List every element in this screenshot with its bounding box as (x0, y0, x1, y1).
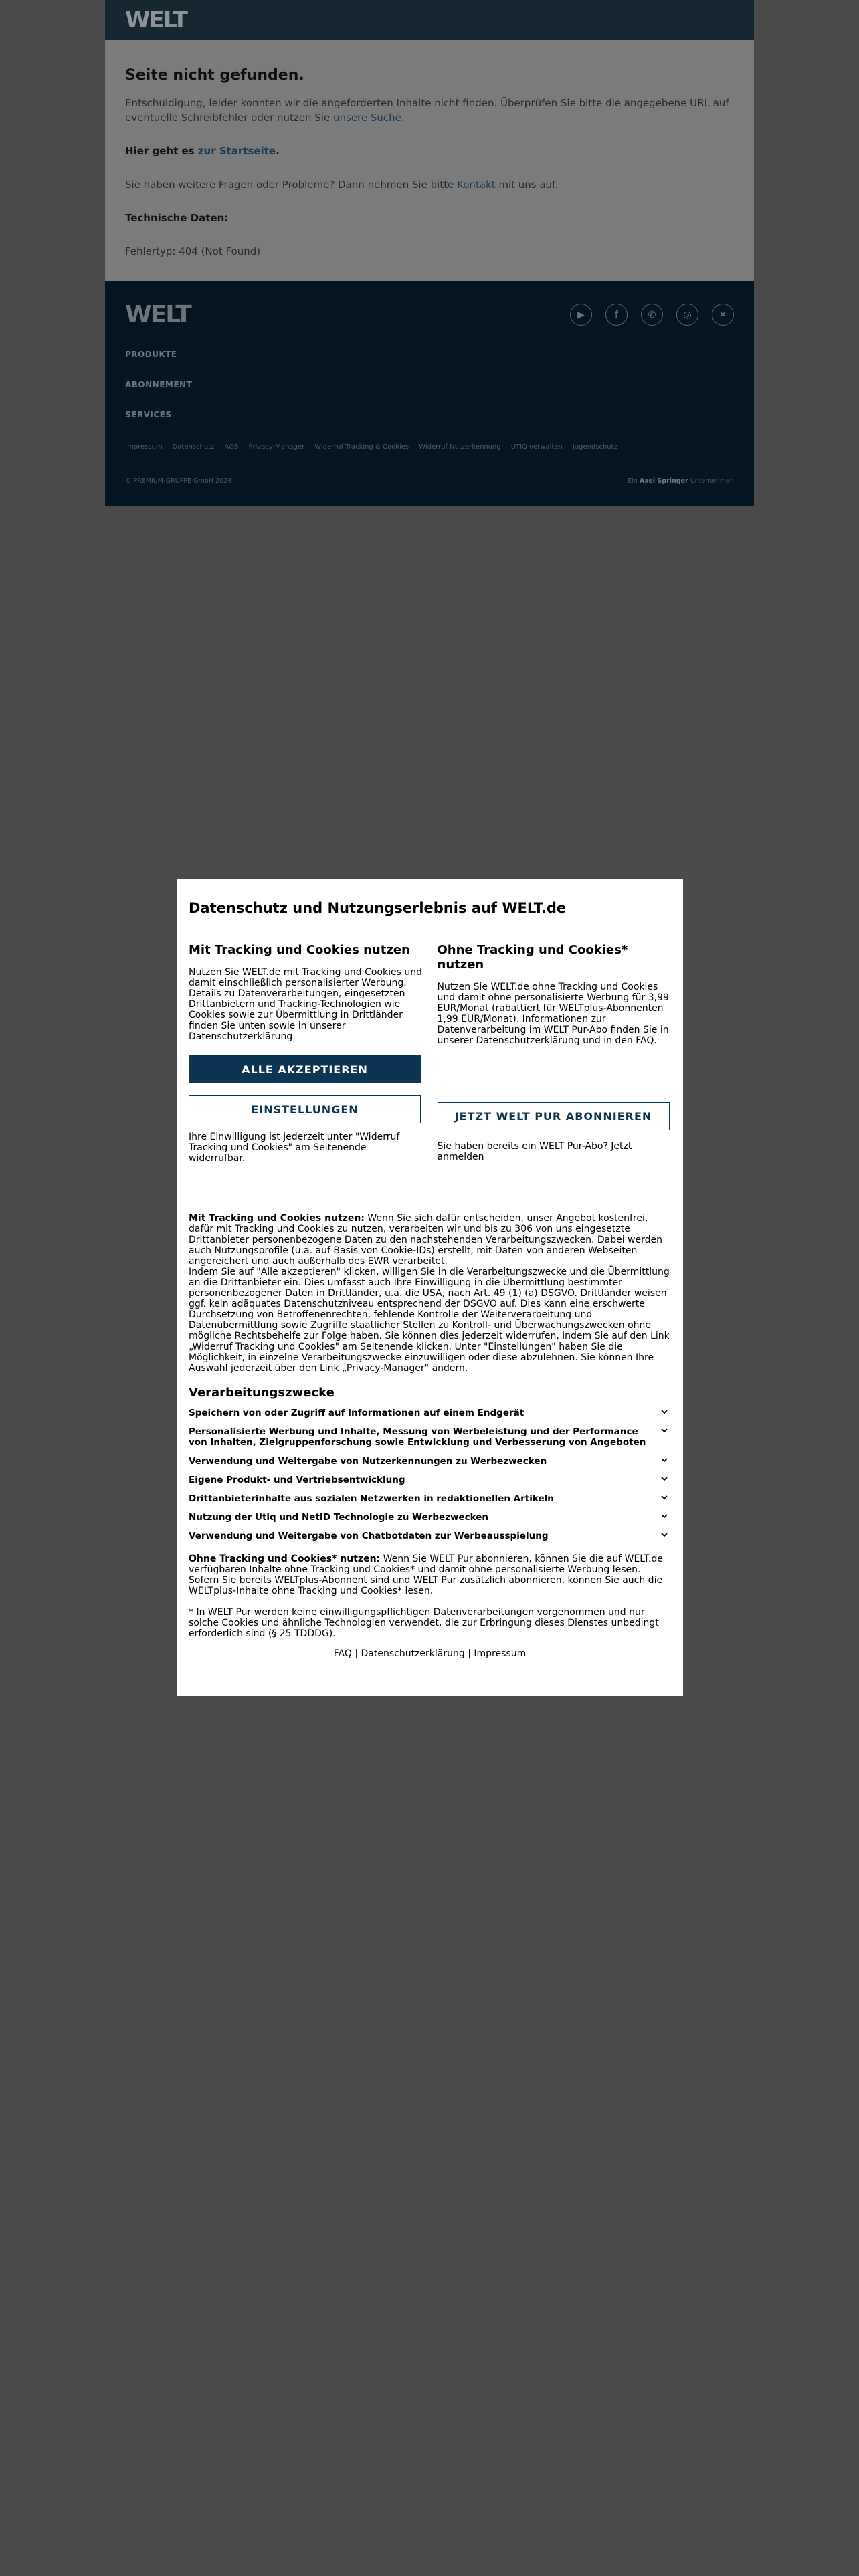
without-tracking-column (438, 943, 672, 1164)
company-line (628, 477, 734, 485)
login-link[interactable]: Jetzt anmelden (437, 1141, 632, 1162)
with-tracking-heading: Mit Tracking und Cookies nutzen (189, 943, 410, 957)
footer-link[interactable]: Widerruf Nutzerkennung (419, 443, 501, 451)
login-note (438, 1141, 672, 1162)
footer-link[interactable]: Privacy-Manager (248, 443, 305, 451)
company-suffix: Unternehmen (690, 477, 734, 485)
chevron-down-icon (660, 1426, 668, 1434)
third-party-link[interactable]: Drittanbieter (189, 1235, 250, 1245)
tech-title: Technische Daten: (125, 212, 229, 224)
purposes-title: Verarbeitungszwecke (189, 1386, 335, 1400)
company-prefix: Ein (628, 477, 638, 485)
purpose-label: Drittanbieterinhalte aus sozialen Netzwerken in redaktionellen Artikeln (189, 1493, 554, 1504)
tech-error: Fehlertyp: 404 (Not Found) (125, 245, 261, 257)
purpose-item[interactable] (189, 1531, 671, 1541)
site-header (105, 0, 754, 40)
subscribe-pur-button[interactable]: JETZT WELT PUR ABONNIEREN (438, 1102, 670, 1130)
search-link[interactable]: unsere Suche (333, 112, 401, 124)
chevron-down-icon (660, 1531, 668, 1539)
home-line: Hier geht es zur Startseite. (125, 145, 280, 157)
star-note: * In WELT Pur werden keine einwilligungspflichtigen Datenverarbeitungen vorgenommen und nur solche Cookies und ähnliche Technologien verwendet, die zur Erbringung dieses Dienstes unbedingt erforderlich sind (§ 25 TDDDG). (189, 1607, 659, 1639)
footer-nav (125, 350, 734, 440)
error-intro-text: Entschuldigung, leider konnten wir die angeforderten Inhalte nicht finden. Überprüfen Sie bitte die angegebene URL auf eventuelle Schreibfehler oder nutzen Sie (125, 97, 729, 124)
home-link[interactable]: zur Startseite (197, 145, 276, 157)
chevron-down-icon (660, 1456, 668, 1464)
youtube-icon[interactable]: ▶ (570, 304, 592, 326)
privacy-link-right[interactable]: Datenschutzerklärung (476, 1035, 580, 1046)
revoke-note: Ihre Einwilligung ist jederzeit unter "Widerruf Tracking und Cookies" am Seitenende widerrufbar. (189, 1132, 400, 1164)
purpose-item[interactable] (189, 1475, 671, 1485)
footer-links (125, 443, 734, 451)
with-tracking-column (189, 943, 423, 1164)
no-tracking-title: Ohne Tracking und Cookies* nutzen: (189, 1553, 381, 1564)
purpose-item[interactable] (189, 1493, 671, 1504)
whatsapp-icon[interactable]: ✆ (641, 304, 663, 326)
footer-bottom (125, 477, 734, 485)
chevron-down-icon (660, 1512, 668, 1520)
contact-line (125, 177, 734, 192)
purpose-label: Personalisierte Werbung und Inhalte, Messung von Werbeleistung und der Performance von Inhalten, Zielgruppenforschung sowie Entwicklung und Verbesserung von Angeboten (189, 1426, 646, 1448)
footer-nav-abonnement[interactable]: ABONNEMENT (125, 380, 193, 389)
purpose-item[interactable] (189, 1426, 671, 1448)
and-text: und in den (583, 1035, 633, 1046)
site-footer (105, 281, 754, 506)
tracking-explanation (189, 1213, 671, 1374)
chevron-down-icon (660, 1408, 668, 1416)
footer-link[interactable]: Jugendschutz (572, 443, 617, 451)
modal-bottom-links: FAQ | Datenschutzerklärung | Impressum (333, 1648, 527, 1659)
faq-link[interactable]: FAQ (333, 1648, 352, 1659)
purpose-item[interactable] (189, 1456, 671, 1467)
no-tracking-text: Wenn Sie WELT Pur abonnieren, können Sie die auf WELT.de verfügbaren Inhalte ohne Tracking und Cookies* und damit ohne personalisierte Werbung lesen. Sofern Sie bereits WELTplus-Abonnent sind und WELT Pur zusätzlich abonnieren, können Sie auch die WELTplus-Inhalte ohne Tracking und Cookies* lesen. (189, 1553, 664, 1596)
tracking-text-1: Wenn Sie sich dafür entscheiden, unser Angebot kostenfrei, dafür mit Tracking und Cookies zu nutzen, verarbeiten wir und bis zu 306 von uns eingesetzte (189, 1213, 648, 1235)
privacy-policy-link[interactable]: Datenschutzerklärung (361, 1648, 465, 1659)
purpose-item[interactable] (189, 1408, 671, 1418)
tracking-explanation-title: Mit Tracking und Cookies nutzen: (189, 1213, 365, 1224)
footer-link[interactable]: Impressum (125, 443, 163, 451)
without-tracking-heading: Ohne Tracking und Cookies* nutzen (437, 943, 628, 972)
without-tracking-desc: Nutzen Sie WELT.de ohne Tracking und Cookies und damit ohne personalisierte Werbung für 3,99 EUR/Monat (rabattiert für WELTplus-Abonnenten 1,99 EUR/Monat). Informationen zur Datenverarbeitung im WELT Pur-Abo finden Sie in unserer (437, 982, 669, 1046)
settings-button[interactable]: EINSTELLUNGEN (189, 1095, 421, 1123)
footer-nav-services[interactable]: SERVICES (125, 410, 172, 419)
without-tracking-text: Nutzen Sie WELT.de ohne Tracking und Cookies und damit ohne personalisierte Werbung für 3,99 EUR/Monat (rabattiert für WELTplus-Abonnenten 1,99 EUR/Monat). Informationen zur Datenverarbeitung im WELT Pur-Abo finden Sie in unserer Datenschutzerklärung und in den FAQ. (437, 982, 669, 1046)
contact-link[interactable]: Kontakt (457, 179, 496, 191)
error-content (105, 40, 754, 281)
company-name[interactable]: Axel Springer (639, 477, 688, 485)
welt-logo[interactable]: WELT (125, 7, 187, 33)
faq-link-right[interactable]: FAQ (636, 1035, 654, 1046)
purpose-label: Verwendung und Weitergabe von Nutzerkennungen zu Werbezwecken (189, 1456, 547, 1467)
no-tracking-explanation (189, 1553, 671, 1596)
purpose-item[interactable] (189, 1512, 671, 1523)
footer-link[interactable]: Widerruf Tracking & Cookies (314, 443, 409, 451)
instagram-icon[interactable]: ◎ (676, 304, 698, 326)
error-intro: Entschuldigung, leider konnten wir die angeforderten Inhalte nicht finden. Überprüfen Sie bitte die angegebene URL auf eventuelle Schreibfehler oder nutzen Sie unsere Suche. (125, 97, 729, 124)
footer-link[interactable]: AGB (224, 443, 239, 451)
purposes-list (189, 1408, 671, 1541)
imprint-link[interactable]: Impressum (474, 1648, 527, 1659)
accept-all-button[interactable]: ALLE AKZEPTIEREN (189, 1055, 421, 1083)
modal-title: Datenschutz und Nutzungserlebnis auf WELT.de (189, 900, 567, 916)
copyright: © PREMIUM-GRUPPE GmbH 2024 (125, 477, 232, 485)
page (105, 0, 754, 506)
purpose-label: Eigene Produkt- und Vertriebsentwicklung (189, 1475, 405, 1485)
x-icon[interactable]: ✕ (712, 304, 734, 326)
contact-prefix: Sie haben weitere Fragen oder Probleme? Dann nehmen Sie bitte (125, 179, 454, 191)
chevron-down-icon (660, 1475, 668, 1483)
tracking-text-3: Indem Sie auf "Alle akzeptieren" klicken, willigen Sie in die Verarbeitungszwecke und die Übermittlung an die Drittanbieter ein. Dies umfasst auch Ihre Einwilligung in die Übermittlung bestimmter personenbezogener Daten in Drittländer, u.a. die USA, nach Art. 49 (1) (a) DSGVO. Drittländer weisen ggf. kein adäquates Datenschutzniveau entsprechend der DSGVO auf. Dies kann eine erschwerte Durchsetzung von Betroffenenrechten, fehlende Kontrolle der Weiterverarbeitung und Datenübermittlung sowie Zugriffe staatlicher Stellen zu Kontroll- und Überwachungszwecken ohne mögliche Rechtsbehelfe zur Folge haben. Sie können dies jederzeit widerrufen, indem Sie auf den Link „Widerruf Tracking und Cookies" am Seitenende klicken. Unter "Einstellungen" haben Sie die Möglichkeit, in einzelne Verarbeitungszwecke einzuwilligen oder diese abzulehnen. Sie können Ihre Auswahl jederzeit über den Link „Privacy-Manager" ändern. (189, 1267, 670, 1374)
contact-suffix: mit uns auf. (498, 179, 559, 191)
purpose-label: Speichern von oder Zugriff auf Informationen auf einem Endgerät (189, 1408, 524, 1418)
with-tracking-desc: Nutzen Sie WELT.de mit Tracking und Cookies und damit einschließlich personalisierter Werbung. Details zu Datenverarbeitungen, eingesetzten Drittanbietern und Tracking-Technologien wie Cookies sowie zur Übermittlung in Drittländer finden Sie unten sowie in unserer (189, 967, 422, 1031)
login-text: Sie haben bereits ein WELT Pur-Abo? (437, 1141, 608, 1152)
privacy-link-left[interactable]: Datenschutzerklärung (189, 1031, 293, 1042)
footer-nav-produkte[interactable]: PRODUKTE (125, 350, 177, 359)
facebook-icon[interactable]: f (605, 304, 628, 326)
chevron-down-icon (660, 1493, 668, 1501)
footer-logo[interactable]: WELT (125, 301, 191, 328)
page-title: Seite nicht gefunden. (125, 67, 304, 84)
with-tracking-text: Nutzen Sie WELT.de mit Tracking und Cookies und damit einschließlich personalisierter Werbung. Details zu Datenverarbeitungen, eingesetzten Drittanbietern und Tracking-Technologien wie Cookies sowie zur Übermittlung in Drittländer finden Sie unten sowie in unserer Datenschutzerklärung. (189, 967, 422, 1042)
home-prefix: Hier geht es (125, 145, 195, 157)
purpose-label: Nutzung der Utiq und NetID Technologie zu Werbezwecken (189, 1512, 489, 1523)
tracking-text-2: personenbezogene Daten zu den nachstehenden Verarbeitungszwecken. Dabei werden auch Nutzungsprofile (u.a. auf Basis von Cookie-IDs) erstellt, mit Daten von anderen Webseiten angereichert und auch außerhalb des EWR verarbeitet. (189, 1235, 663, 1267)
consent-modal (177, 879, 683, 1696)
footer-link[interactable]: UTIQ verwalten (510, 443, 563, 451)
social-links (570, 304, 734, 326)
purpose-label: Verwendung und Weitergabe von Chatbotdaten zur Werbeausspielung (189, 1531, 549, 1541)
footer-link[interactable]: Datenschutz (172, 443, 215, 451)
